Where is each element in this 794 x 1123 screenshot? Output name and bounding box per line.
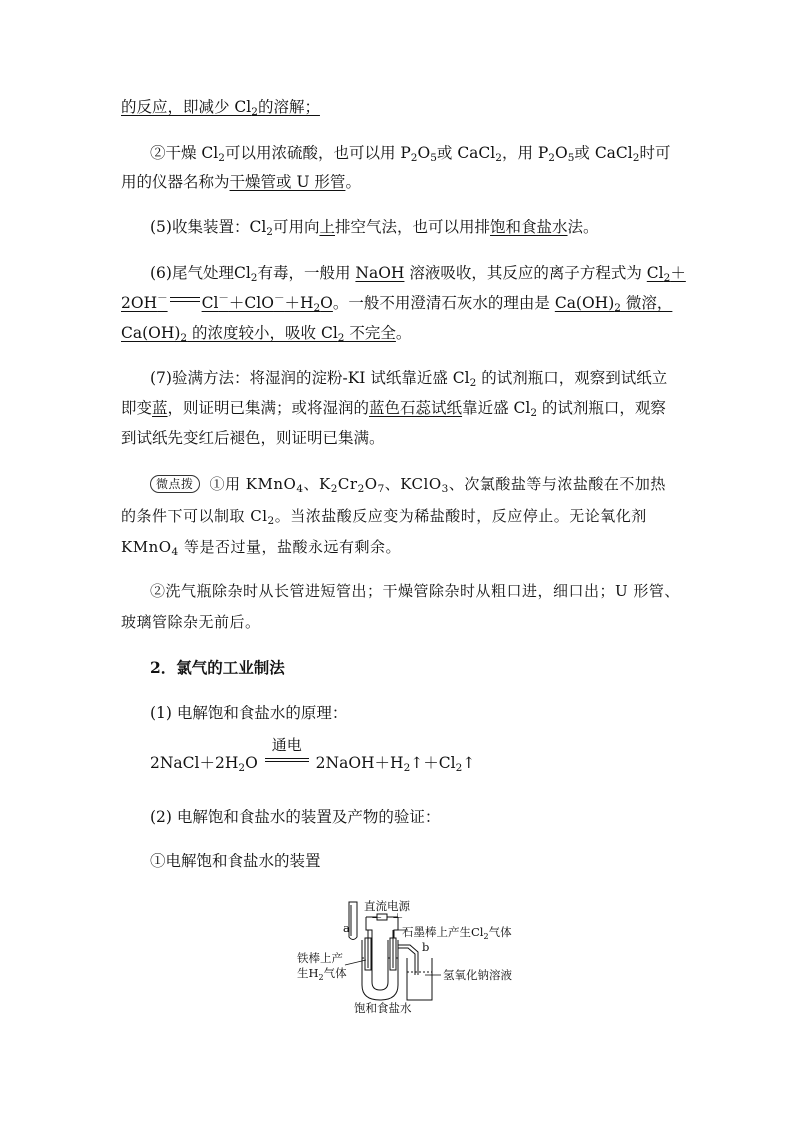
tip-badge: 微点拨	[150, 475, 200, 493]
tip-line1: 微点拨 ①用 KMnO$_4$、$K_2Cr_2O_7$、KClO$_3$、次氯酸盐等与浓盐酸在不加热	[150, 473, 666, 495]
brine-label: 饱和食盐水	[354, 1001, 412, 1015]
anode-label: 石墨棒上产生$Cl_2$气体	[402, 925, 512, 941]
cathode-label-line2: 生$H_2$气体	[297, 966, 347, 982]
power-label: 直流电源	[364, 899, 410, 913]
cathode-label-line1: 铁棒上产	[297, 951, 343, 965]
drying-paragraph-line1: ②干燥 $Cl_2$可以用浓硫酸，也可以用 $P_2O_5$或 CaCl$_2$，用 $P_2O_5$或 CaCl$_2$时可	[150, 144, 671, 164]
apparatus-label: (2) 电解饱和食盐水的装置及产物的验证：	[150, 808, 441, 826]
section-heading: 2．氯气的工业制法	[150, 658, 285, 677]
principle-label: (1) 电解饱和食盐水的原理：	[150, 704, 348, 722]
paragraph-continuation: 的反应，即减少 $Cl_2$的溶解；	[121, 98, 320, 118]
plus-sign: ＋	[392, 911, 404, 925]
tip-line4: ②洗气瓶除杂时从长管进短管出；干燥管除杂时从粗口进，细口出；U 形管、	[150, 582, 680, 600]
tail-gas-paragraph-line2: 2OH－ $Cl^-+ClO^-+H_2O$。一般不用澄清石灰水的理由是 $Ca(OH)_2$ 微溶，	[121, 292, 673, 314]
tail-gas-paragraph-line1: (6)尾气处理$Cl_2$有毒，一般用 NaOH 溶液吸收，其反应的离子方程式为 $Cl_2+$	[150, 264, 686, 284]
tip-line3: KMnO$_4$ 等是否过量，盐酸永远有剩余。	[121, 538, 401, 558]
reaction-condition: 通电	[265, 750, 309, 772]
full-check-line3: 到试纸先变红后褪色，则证明已集满。	[121, 429, 385, 447]
minus-sign: －	[371, 911, 383, 925]
full-check-line2: 即变蓝，则证明已集满；或将湿润的蓝色石蕊试纸靠近盛 $Cl_2$ 的试剂瓶口，观察	[121, 399, 666, 419]
drying-paragraph-line2: 用的仪器名称为干燥管或 U 形管。	[121, 173, 361, 191]
apparatus-sub-label: ①电解饱和食盐水的装置	[150, 852, 321, 870]
collection-paragraph: (5)收集装置：$Cl_2$可用向上排空气法，也可以用排饱和食盐水法。	[150, 218, 599, 238]
test-tube-a	[349, 902, 357, 940]
u-tube	[362, 930, 398, 1000]
delivery-tube-b	[398, 945, 418, 975]
electrolysis-equation: $2NaCl+2H_2O$ 通电 $2NaOH+H_2↑+Cl_2↑$	[150, 736, 476, 774]
label-a: a	[343, 921, 350, 935]
full-check-line1: (7)验满方法：将湿润的淀粉-KI 试纸靠近盛 $Cl_2$ 的试剂瓶口，观察到试纸立	[150, 369, 668, 389]
naoh-label: 氢氧化钠溶液	[443, 968, 512, 982]
tip-line5: 玻璃管除杂无前后。	[121, 613, 261, 631]
tail-gas-paragraph-line3: $Ca(OH)_2$ 的浓度较小，吸收 $Cl_2$ 不完全。	[121, 324, 412, 344]
beaker	[407, 958, 432, 1000]
label-b: b	[422, 940, 430, 954]
tip-line2: 的条件下可以制取 $Cl_2$。当浓盐酸反应变为稀盐酸时，反应停止。无论氧化剂	[121, 507, 647, 527]
